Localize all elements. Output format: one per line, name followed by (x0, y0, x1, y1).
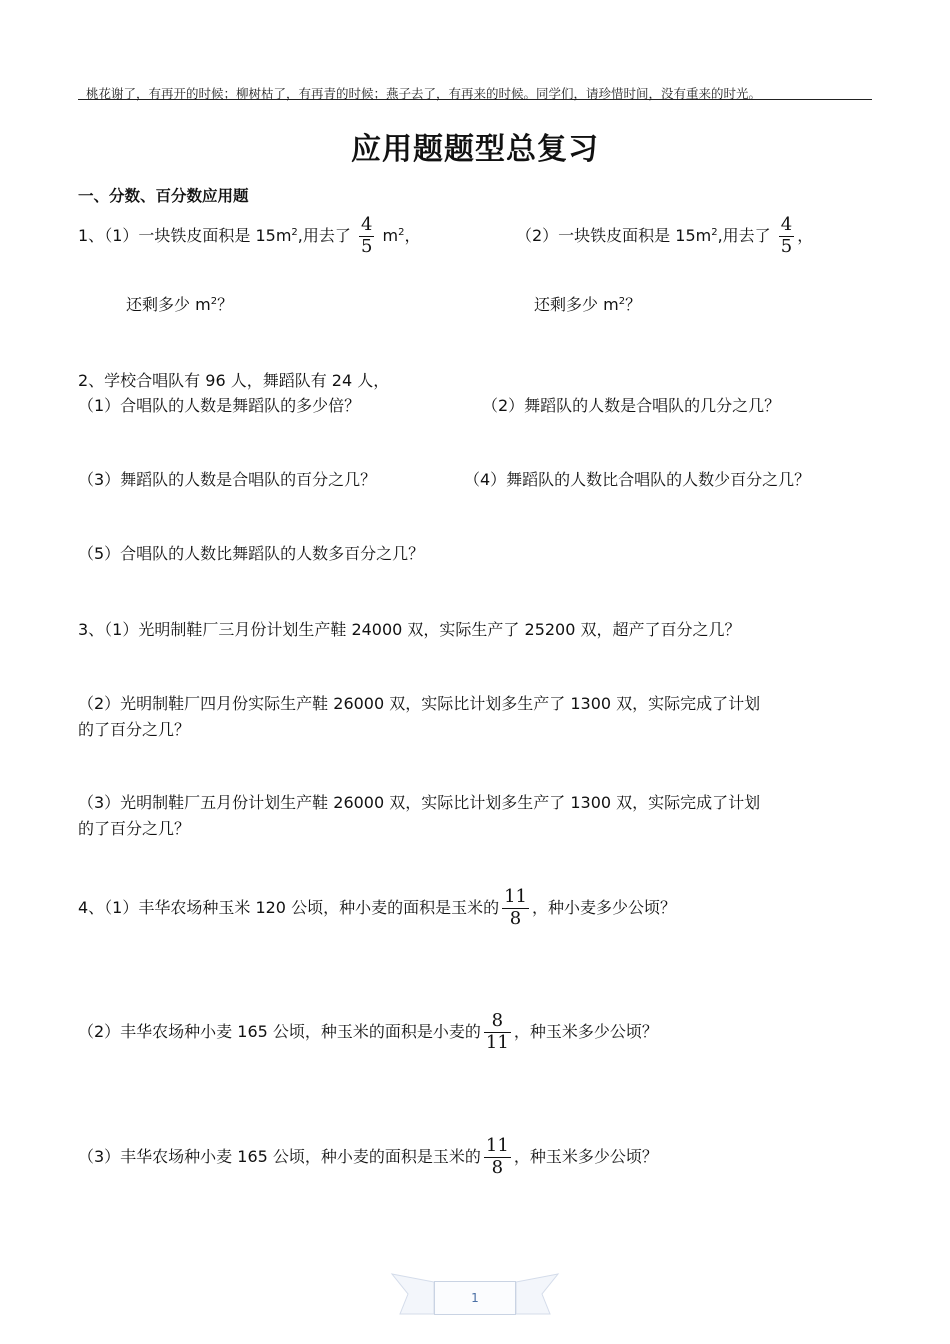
q4s2-text-post: ，种玉米多少公顷？ (513, 1021, 658, 1041)
question-2-sub-5: （5）合唱队的人数比舞蹈队的人数多百分之几？ (78, 544, 425, 563)
q1p1-text-pre: （1）一块铁皮面积是 15m (104, 225, 292, 245)
q1p1-text-post: m (377, 225, 399, 245)
q1p1-line2-end: ？ (217, 295, 234, 314)
superscript: 2 (711, 226, 718, 238)
q1p1-text-mid: ,用去了 (297, 225, 351, 245)
question-2-sub-3: （3）舞蹈队的人数是合唱队的百分之几？ (78, 470, 377, 489)
question-1-part-1-line-2 (126, 292, 233, 315)
question-2-sub-2: （2）舞蹈队的人数是合唱队的几分之几？ (482, 396, 781, 415)
question-4-sub-3 (78, 1137, 658, 1178)
fraction-denominator: 8 (491, 1156, 504, 1178)
question-number: 1、 (78, 225, 105, 245)
q4s3-text-post: ，种玉米多少公顷？ (513, 1146, 658, 1166)
q1p2-line2-end: ？ (625, 295, 642, 314)
q4s1-text-post: ，种小麦多少公顷？ (531, 897, 676, 917)
question-2-sub-4: （4）舞蹈队的人数比合唱队的人数少百分之几？ (464, 470, 811, 489)
fraction (484, 1012, 511, 1053)
q1p1-text-end: ， (404, 225, 421, 245)
question-3-sub-3-line-1: （3）光明制鞋厂五月份计划生产鞋 26000 双，实际比计划多生产了 1300 双，实际完成了计划 (78, 793, 761, 812)
q1p2-text-pre: （2）一块铁皮面积是 15m (516, 225, 712, 245)
fraction-denominator: 11 (485, 1031, 509, 1053)
header-divider (78, 99, 872, 100)
question-1-part-1 (78, 216, 420, 257)
fraction-denominator: 5 (360, 235, 373, 257)
fraction-numerator: 8 (484, 1012, 511, 1033)
question-3-sub-3-line-2: 的了百分之几？ (78, 819, 191, 838)
fraction-denominator: 5 (780, 235, 793, 257)
page-number: 1 (471, 1291, 479, 1305)
page-title: 应用题题型总复习 (351, 132, 599, 167)
question-4-sub-1 (78, 888, 676, 929)
question-3-sub-1: 3、（1）光明制鞋厂三月份计划生产鞋 24000 双，实际生产了 25200 双，超产了百分之几？ (78, 620, 741, 639)
q4s3-text-pre: （3）丰华农场种小麦 165 公顷，种小麦的面积是玉米的 (78, 1146, 481, 1166)
q1p2-text-mid: ,用去了 (717, 225, 771, 245)
fraction-denominator: 8 (509, 907, 522, 929)
question-2-intro: 2、学校合唱队有 96 人，舞蹈队有 24 人， (78, 371, 390, 390)
q4s1-text-pre: 4、（1）丰华农场种玉米 120 公顷，种小麦的面积是玉米的 (78, 897, 500, 917)
fraction (484, 1137, 511, 1178)
header-motto: 桃花谢了，有再开的时候；柳树枯了，有再青的时候；燕子去了，有再来的时候。同学们，请珍惜时间，没有重来的时光。 (86, 86, 762, 101)
fraction (502, 888, 529, 929)
q1p1-line2-text: 还剩多少 m (126, 295, 211, 314)
q4s2-text-pre: （2）丰华农场种小麦 165 公顷，种玉米的面积是小麦的 (78, 1021, 481, 1041)
question-4-sub-2 (78, 1012, 658, 1053)
page-number-box (434, 1281, 516, 1315)
superscript: 2 (618, 296, 626, 307)
superscript: 2 (291, 226, 298, 238)
fraction (359, 216, 374, 257)
fraction (779, 216, 794, 257)
question-3-sub-2-line-2: 的了百分之几？ (78, 720, 191, 739)
fraction-numerator: 4 (360, 214, 373, 235)
section-heading: 一、分数、百分数应用题 (78, 187, 249, 205)
fraction-numerator: 11 (485, 1135, 509, 1156)
fraction-numerator: 4 (780, 214, 793, 235)
superscript: 2 (210, 296, 218, 307)
fraction-numerator: 11 (504, 886, 527, 907)
q1p2-line2-text: 还剩多少 m (534, 295, 619, 314)
question-1-part-2-line-2 (534, 292, 641, 315)
superscript: 2 (398, 226, 405, 238)
question-2-sub-1: （1）合唱队的人数是舞蹈队的多少倍？ (78, 396, 361, 415)
q1p2-text-end: ， (797, 225, 814, 245)
question-1-part-2 (516, 216, 813, 257)
question-3-sub-2-line-1: （2）光明制鞋厂四月份实际生产鞋 26000 双，实际比计划多生产了 1300 双，实际完成了计划 (78, 694, 761, 713)
